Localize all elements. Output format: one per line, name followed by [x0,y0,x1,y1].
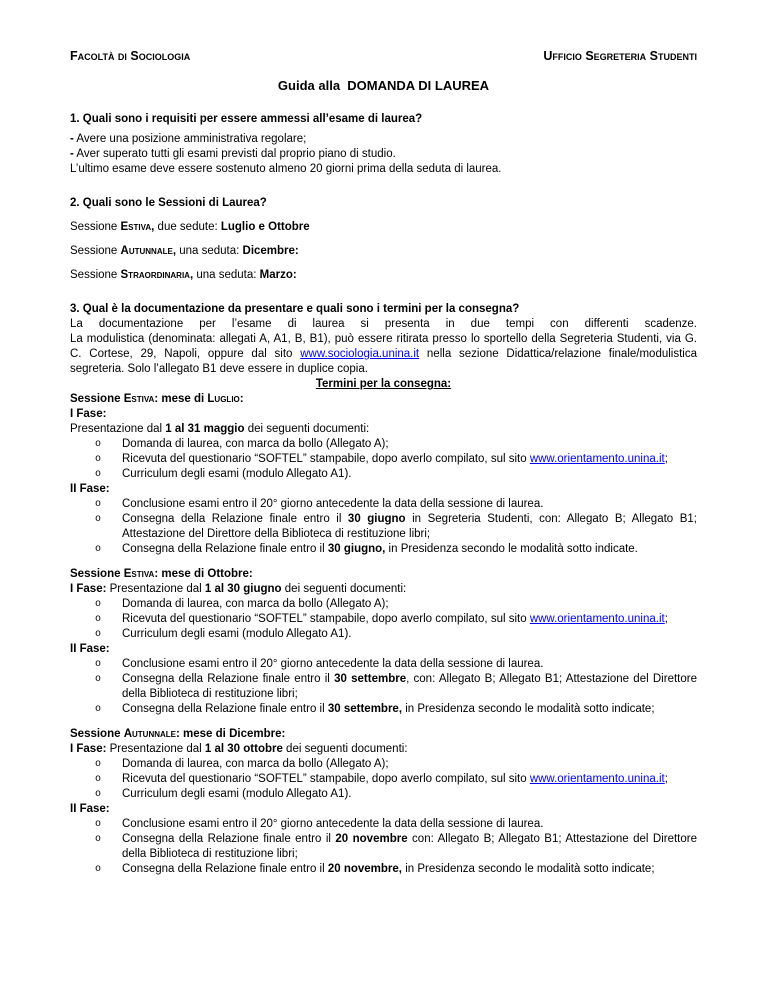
date-range: 1 al 31 maggio [165,423,245,435]
bullet-marker: o [95,629,102,640]
text-run: : mese di [154,568,208,580]
bullet-text: Conclusione esami entro il 20° giorno antecedente la data della sessione di laurea. [122,498,544,510]
text-run: La modulistica (denominata: allegati A, A1, B, B1), può essere ritirata presso lo sportello della Segreteria Studenti, via G. C. Cortese, 29, Napoli, oppure dal sito [70,333,697,360]
bullet-text: Curriculum degli esami (modulo Allegato A1). [122,628,352,640]
session-months: Marzo: [259,269,297,281]
q2-heading: 2. Quali sono le Sessioni di Laurea? [70,197,267,209]
text-run: nella sezione Didattica/relazione finale/modulistica segreteria. Solo l’allegato B1 deve essere in duplice copia. [70,348,697,375]
bullet-consegna-segreteria [70,672,697,702]
dash-marker: - [70,148,74,160]
deadline-date: 20 novembre [335,833,408,845]
bullet-marker: o [95,514,102,525]
bullet-ricevuta [70,612,697,627]
bullet-domanda [70,597,697,612]
text-run: dei seguenti documenti: [282,743,408,755]
bullet-marker: o [95,704,102,715]
bullet-text: Domanda di laurea, con marca da bollo (Allegato A); [122,438,389,450]
sociologia-site-link[interactable]: www.sociologia.unina.it [300,348,420,360]
bullet-marker: o [95,599,102,610]
text-run: con: Allegato B; Allegato B1; Attestazione del Direttore della Biblioteca di restituzione libri; [122,833,697,860]
text-run: Consegna della Relazione finale entro il [122,863,328,875]
bullet-marker: o [95,469,102,480]
q1-note: L’ultimo esame deve essere sostenuto almeno 20 giorni prima della seduta di laurea. [70,163,502,175]
q1-heading: 1. Quali sono i requisiti per essere ammessi all’esame di laurea? [70,113,423,125]
document-header [70,49,697,64]
bullet-text [122,832,697,862]
fase2-label: II Fase: [70,483,110,495]
session-months: Luglio e Ottobre [220,221,310,233]
session-name: Autunnale, [120,245,177,257]
session-block-autunnale-dicembre [70,727,697,877]
bullet-marker: o [95,759,102,770]
bullet-text: Domanda di laurea, con marca da bollo (Allegato A); [122,758,389,770]
bullet-marker: o [95,614,102,625]
text-run: Sessione [70,269,121,281]
bullet-marker: o [95,659,102,670]
bullet-text: Domanda di laurea, con marca da bollo (Allegato A); [122,598,389,610]
bullet-text [122,672,697,702]
bullet-curriculum [70,627,697,642]
bullet-ricevuta [70,452,697,467]
text-run: Sessione [70,393,124,405]
bullet-conclusione [70,817,697,832]
session-block-heading [70,392,697,407]
text-run: in Presidenza secondo le modalità sotto indicate; [402,863,655,875]
terms-heading [70,377,697,392]
bullet-consegna-segreteria [70,512,697,542]
text-run: Consegna della Relazione finale entro il [122,543,328,555]
text-run: Consegna della Relazione finale entro il [122,513,348,525]
session-month: Luglio: [207,393,244,405]
text-run: in Presidenza secondo le modalità sotto indicate. [385,543,638,555]
q3-heading: 3. Qual è la documentazione da presentare e quali sono i termini per la consegna? [70,303,520,315]
text-run: Presentazione dal [106,743,205,755]
bullet-ricevuta [70,772,697,787]
bullet-text [122,772,697,787]
bullet-marker: o [95,674,102,685]
bullet-marker: o [95,439,102,450]
office-name: Ufficio Segreteria Studenti [543,49,697,63]
deadline-date: 30 settembre, [327,703,403,715]
session-month: Dicembre: [229,728,286,740]
bullet-text [122,452,697,467]
session-month: Ottobre: [207,568,253,580]
bullet-consegna-segreteria [70,832,697,862]
text-run: Sessione [70,221,121,233]
text-run: una seduta: [176,245,243,257]
text-run: una seduta: [193,269,260,281]
text-run: Sessione [70,568,124,580]
deadline-date: 30 giugno, [327,543,386,555]
fase1-intro [70,742,697,757]
bullet-consegna-presidenza [70,702,697,717]
fase1-label: I Fase: [70,583,107,595]
bullet-text [122,612,697,627]
text-run: Consegna della Relazione finale entro il [122,673,335,685]
text-run: ; [664,773,668,785]
text-run: dei seguenti documenti: [281,583,407,595]
bullet-text: Curriculum degli esami (modulo Allegato A1). [122,468,352,480]
bullet-consegna-presidenza [70,862,697,877]
session-name: Estiva, [120,221,155,233]
text-run: Sessione [70,245,121,257]
fase2-label: II Fase: [70,643,110,655]
session-name: Estiva [123,568,155,580]
text-run: Avere una posizione amministrativa regolare; [73,133,307,145]
text-run: Ricevuta del questionario “SOFTEL” stampabile, dopo averlo compilato, sul sito [122,453,530,465]
date-range: 1 al 30 giugno [204,583,282,595]
deadline-date: 30 settembre [334,673,407,685]
bullet-text [122,512,697,542]
bullet-curriculum [70,467,697,482]
bullet-marker: o [95,789,102,800]
fase1-label: I Fase: [70,743,107,755]
orientamento-site-link[interactable]: www.orientamento.unina.it [529,453,665,465]
dash-marker: - [70,133,74,145]
text-run: Aver superato tutti gli esami previsti dal proprio piano di studio. [73,148,396,160]
q3-paragraph [70,332,697,377]
bullet-text: Conclusione esami entro il 20° giorno antecedente la data della sessione di laurea. [122,818,544,830]
session-months: Dicembre: [242,245,299,257]
bullet-text: Conclusione esami entro il 20° giorno antecedente la data della sessione di laurea. [122,658,544,670]
bullet-conclusione [70,497,697,512]
fase1-intro [70,582,697,597]
document-title: Guida alla DOMANDA DI LAUREA [277,78,490,93]
bullet-text [122,702,697,717]
bullet-text: Curriculum degli esami (modulo Allegato A1). [122,788,352,800]
fase1-intro [70,422,697,437]
text-run: Ricevuta del questionario “SOFTEL” stampabile, dopo averlo compilato, sul sito [122,613,530,625]
text-run: due sedute: [154,221,221,233]
text-run: , con: Allegato B; Allegato B1; Attestazione del Direttore della Biblioteca di restituzione libri; [122,673,697,700]
text-run: Ricevuta del questionario “SOFTEL” stampabile, dopo averlo compilato, sul sito [122,773,530,785]
session-block-heading [70,727,697,742]
text-run: Sessione [70,728,124,740]
text-run: dei seguenti documenti: [244,423,370,435]
q1-item-1 [70,132,697,147]
text-run: Presentazione dal [70,423,166,435]
bullet-text [122,862,697,877]
text-run: ; [664,613,668,625]
orientamento-site-link[interactable]: www.orientamento.unina.it [529,613,665,625]
bullet-marker: o [95,544,102,555]
text-run: : mese di [176,728,230,740]
session-name: Straordinaria, [120,269,194,281]
terms-heading-text: Termini per la consegna: [315,378,452,390]
bullet-text [122,542,697,557]
bullet-marker: o [95,819,102,830]
bullet-consegna-presidenza [70,542,697,557]
session-block-estiva-ottobre [70,567,697,717]
text-run: : mese di [154,393,208,405]
bullet-marker: o [95,834,102,845]
deadline-date: 30 giugno [347,513,406,525]
session-row-straordinaria [70,268,697,283]
session-name: Autunnale [123,728,177,740]
session-block-heading [70,567,697,582]
fase2-label: II Fase: [70,803,110,815]
fase1-label: I Fase: [70,408,107,420]
text-run: Consegna della Relazione finale entro il [122,703,328,715]
bullet-conclusione [70,657,697,672]
date-range: 1 al 30 ottobre [204,743,283,755]
text-run: Presentazione dal [106,583,205,595]
q3-paragraph-line1: La documentazione per l’esame di laurea si presenta in due tempi con differenti scadenze. [70,318,697,330]
bullet-domanda [70,757,697,772]
bullet-curriculum [70,787,697,802]
text-run: in Segreteria Studenti, con: Allegato B; Allegato B1; Attestazione del Direttore della Biblioteca di restituzione libri; [122,513,697,540]
bullet-marker: o [95,499,102,510]
text-run: Consegna della Relazione finale entro il [122,833,336,845]
session-row-autunnale [70,244,697,259]
session-row-estiva [70,220,697,235]
faculty-name: Facoltà di Sociologia [70,49,191,63]
bullet-marker: o [95,864,102,875]
q1-item-2 [70,147,697,162]
text-run: ; [664,453,668,465]
deadline-date: 20 novembre, [327,863,403,875]
bullet-domanda [70,437,697,452]
session-block-estiva-luglio [70,392,697,557]
bullet-marker: o [95,454,102,465]
bullet-marker: o [95,774,102,785]
orientamento-site-link[interactable]: www.orientamento.unina.it [529,773,665,785]
text-run: in Presidenza secondo le modalità sotto indicate; [402,703,655,715]
session-name: Estiva [123,393,155,405]
